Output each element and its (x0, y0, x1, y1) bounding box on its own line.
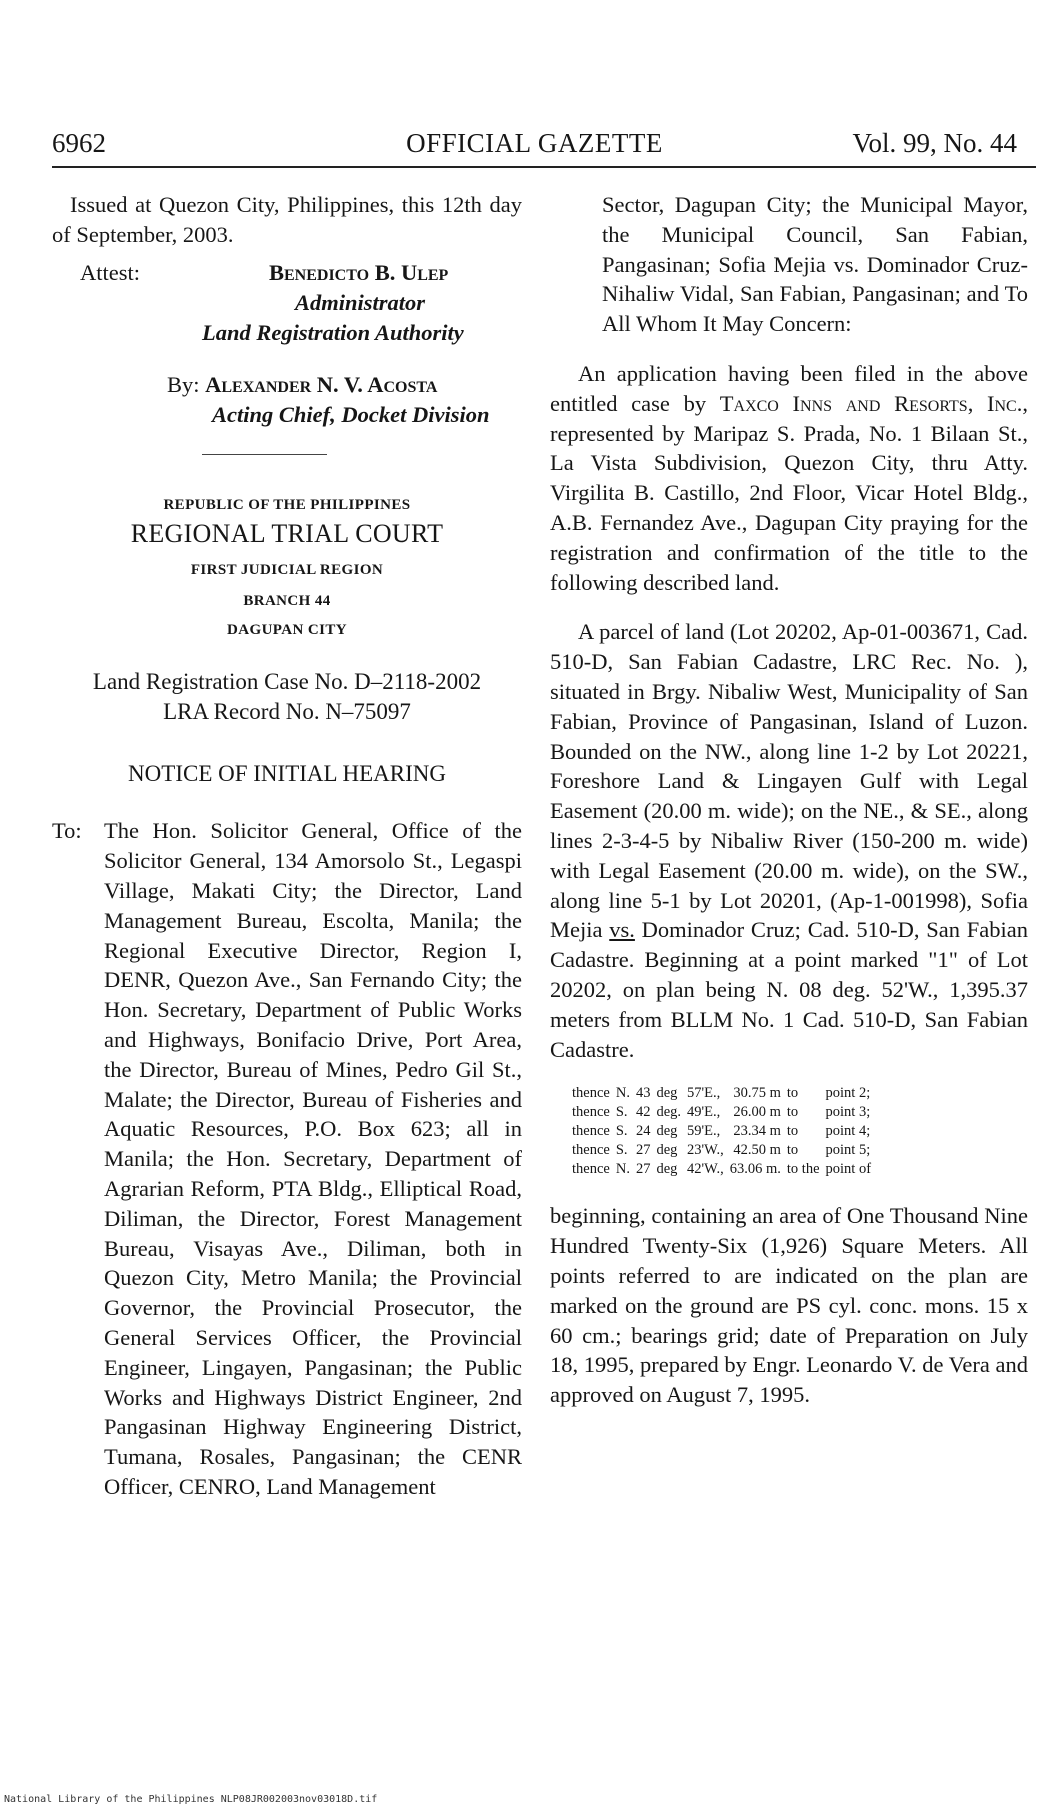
header-rule (52, 166, 1036, 168)
case-number: Land Registration Case No. D–2118-2002 (92, 668, 482, 694)
bearing-cell: 26.00 m (733, 1104, 781, 1121)
bearing-cell: 57'E., (687, 1085, 721, 1102)
court-republic: REPUBLIC OF THE PHILIPPINES (163, 496, 411, 513)
bearing-cell: 24 (635, 1123, 651, 1140)
signature-divider (202, 454, 327, 455)
notice-title: NOTICE OF INITIAL HEARING (128, 760, 446, 786)
bearing-cell: 27 (635, 1161, 651, 1178)
page-number: 6962 (52, 128, 106, 158)
bearing-cell: 63.06 m. (729, 1161, 781, 1178)
to-label: To: (52, 818, 82, 844)
bearing-cell: 23'W., (687, 1142, 724, 1159)
bearing-cell: to (786, 1142, 799, 1159)
bearing-cell: to the (786, 1161, 820, 1178)
bearing-cell: point of (825, 1161, 872, 1178)
bearing-cell: point 3; (825, 1104, 871, 1121)
issued-statement: Issued at Quezon City, Philippines, this 12th day of September, 2003. (52, 192, 522, 247)
bearing-cell: to (786, 1104, 799, 1121)
signatory-block (52, 370, 522, 448)
bearing-row (572, 1122, 877, 1141)
scan-source-label: National Library of the Philippines NLP08JR002003nov03018D.tif (4, 1794, 378, 1805)
signatory-title: Acting Chief, Docket Division (212, 401, 490, 427)
bearing-row (572, 1103, 877, 1122)
application-paragraph: An application having been filed in the above entitled case by Taxco Inns and Resorts, Inc., represented by Maripaz S. Prada, No. 1 Bilaan St., La Vista Subdivision, Quezon City, thru Atty. Virgilita B. Castillo, 2nd Floor, Vicar Hotel Bldg., A.B. Fernandez Ave., Dagupan City praying for the registration and confirmation of the title to the following described land. (550, 360, 1028, 595)
bearing-cell: deg. (656, 1104, 682, 1121)
bearing-cell: thence (572, 1104, 610, 1121)
bearing-cell: 42 (635, 1104, 651, 1121)
bearings-table (572, 1084, 877, 1179)
court-region: FIRST JUDICIAL REGION (190, 561, 384, 578)
bearing-cell: deg (656, 1161, 678, 1178)
bearing-cell: 42'W., (687, 1161, 724, 1178)
bearing-row (572, 1084, 877, 1103)
bearing-cell: to (786, 1123, 799, 1140)
attest-title: Administrator (295, 289, 426, 315)
bearing-cell: 23.34 m (733, 1123, 781, 1140)
bearing-cell: thence (572, 1161, 610, 1178)
bearing-cell: 43 (635, 1085, 651, 1102)
bearing-cell: 49'E., (687, 1104, 721, 1121)
bearing-cell: S. (615, 1104, 628, 1121)
court-city: DAGUPAN CITY (227, 621, 347, 638)
publication-title: OFFICIAL GAZETTE (406, 128, 663, 158)
bearing-cell: S. (615, 1123, 628, 1140)
bearing-cell: 59'E., (687, 1123, 721, 1140)
area-description: beginning, containing an area of One Thousand Nine Hundred Twenty-Six (1,926) Square Meters. All points referred to are indicated on the plan are marked on the ground are PS cyl. conc. mons. 15 x 60 cm.; bearings grid; date of Preparation on July 18, 1995, prepared by Engr. Leonardo V. de Vera and approved on August 7, 1995. (550, 1203, 1029, 1408)
court-branch: BRANCH 44 (243, 592, 331, 609)
by-label: By: (167, 371, 200, 397)
attest-name: Benedicto B. Ulep (269, 259, 449, 285)
addressee-continuation: Sector, Dagupan City; the Municipal Mayor, the Municipal Council, San Fabian, Pangasinan; Sofia Mejia vs. Dominador Cruz-Nihaliw Vidal, San Fabian, Pangasinan; and To All Whom It May Concern: (602, 192, 1028, 337)
bearing-cell: S. (615, 1142, 628, 1159)
bearing-row (572, 1141, 877, 1160)
bearing-cell: deg (656, 1142, 678, 1159)
court-heading (52, 493, 522, 643)
bearing-cell: 27 (635, 1142, 651, 1159)
attest-block (52, 258, 522, 370)
addressee-list: The Hon. Solicitor General, Office of the Solicitor General, 134 Amorsolo St., Legaspi Village, Makati City; the Director, Land Management Bureau, Escolta, Manila; the Regional Executive Director, Region I, DENR, Quezon Ave., San Fernando City; the Hon. Secretary, Department of Public Works and Highways, Bonifacio Drive, Port Area, the Director, Bureau of Mines, Pedro Gil St., Malate; the Director, Bureau of Fisheries and Aquatic Resources, P.O. Box 623; all in Manila; the Hon. Secretary, Department of Agrarian Reform, PTA Bldg., Elliptical Road, Diliman, the Director, Forest Management Bureau, Visayas Ave., Diliman, both in Quezon City, Metro Manila; the Provincial Governor, the Provincial Prosecutor, the General Services Officer, the Provincial Engineer, Lingayen, Pangasinan; the Public Works and Highways District Engineer, 2nd Pangasinan Highway Engineering District, Tumana, Rosales, Pangasinan; the CENR Officer, CENRO, Land Management (104, 818, 522, 1499)
right-column (550, 190, 1028, 1410)
left-column (52, 190, 522, 1502)
parcel-description: A parcel of land (Lot 20202, Ap-01-003671, Cad. 510-D, San Fabian Cadastre, LRC Rec. No. ), situated in Brgy. Nibaliw West, Municipality of San Fabian, Province of Pangasinan, Island of Luzon. Bounded on the NW., along line 1-2 by Lot 20221, Foreshore Land & Lingayen Gulf with Legal Easement (20.00 m. wide); on the NE., & SE., along lines 2-3-4-5 by Nibaliw River (150-200 m. wide) with Legal Easement (20.00 m. wide), on the SW., along line 5-1 by Lot 20201, (Ap-1-001998), Sofia Mejia vs. Dominador Cruz; Cad. 510-D, San Fabian Cadastre. Beginning at a point marked "1" of Lot 20202, on plan being N. 08 deg. 52'W., 1,395.37 meters from BLLM No. 1 Cad. 510-D, San Fabian Cadastre. (550, 619, 1028, 1062)
volume-number: Vol. 99, No. 44 (852, 128, 1017, 158)
bearing-cell: N. (615, 1085, 630, 1102)
bearing-cell: thence (572, 1142, 610, 1159)
attest-label: Attest: (80, 259, 140, 285)
bearing-cell: to (786, 1085, 799, 1102)
bearing-cell: thence (572, 1123, 610, 1140)
bearing-cell: 42.50 m (733, 1142, 781, 1159)
bearing-cell: point 2; (825, 1085, 871, 1102)
bearing-cell: thence (572, 1085, 610, 1102)
page-header (52, 128, 1017, 164)
bearing-cell: deg (656, 1085, 678, 1102)
signatory-name: Alexander N. V. Acosta (205, 371, 438, 397)
bearing-cell: deg (656, 1123, 678, 1140)
case-reference (52, 667, 522, 727)
court-name: REGIONAL TRIAL COURT (130, 518, 444, 548)
lra-record: LRA Record No. N–75097 (163, 698, 411, 724)
attest-office: Land Registration Authority (202, 319, 464, 345)
addressees (52, 816, 522, 1501)
bearing-cell: 30.75 m (733, 1085, 781, 1102)
bearing-cell: point 5; (825, 1142, 871, 1159)
bearing-cell: point 4; (825, 1123, 871, 1140)
bearing-row (572, 1160, 877, 1179)
applicant-name: Taxco Inns and Resorts, Inc. (719, 390, 1023, 416)
bearing-cell: N. (615, 1161, 630, 1178)
